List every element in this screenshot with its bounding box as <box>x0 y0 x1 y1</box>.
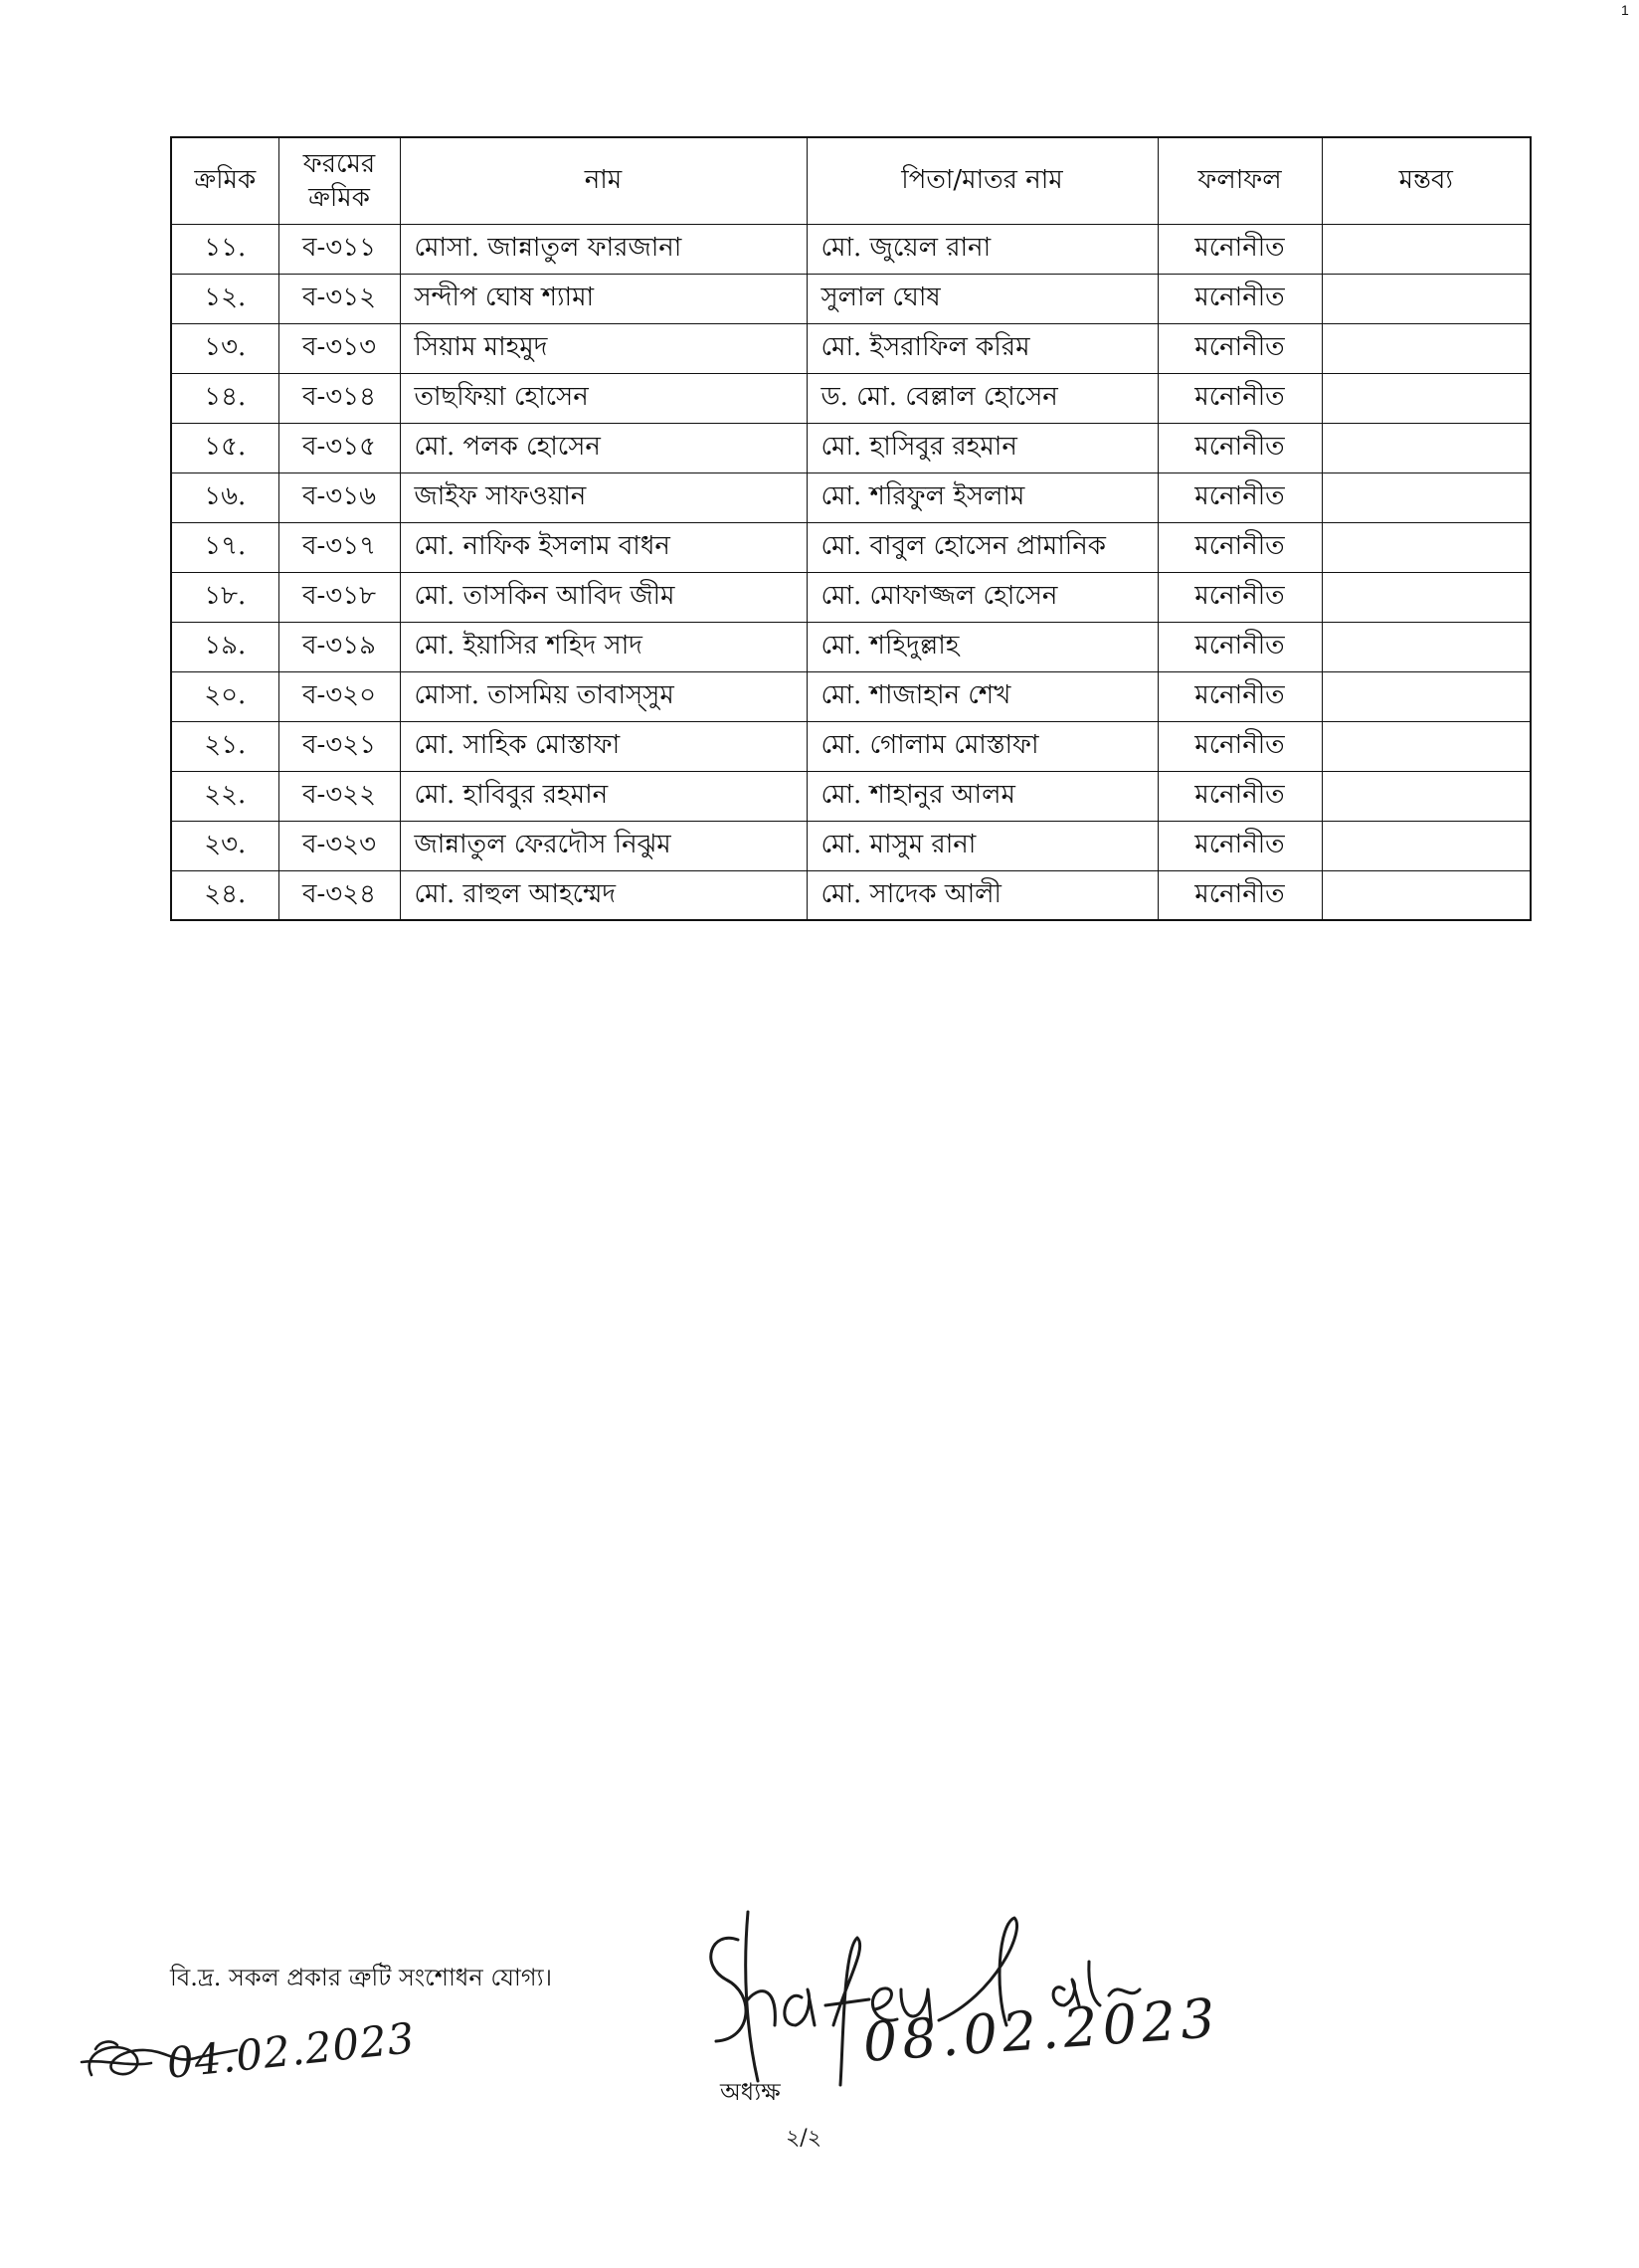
form-serial-cell: ব-৩২২ <box>278 771 400 821</box>
header-result: ফলাফল <box>1158 137 1322 224</box>
table-row <box>171 423 1531 472</box>
result-cell: মনোনীত <box>1158 771 1322 821</box>
serial-cell: ১১. <box>171 224 278 274</box>
result-cell: মনোনীত <box>1158 821 1322 870</box>
remarks-cell <box>1322 771 1531 821</box>
serial-cell: ২১. <box>171 721 278 771</box>
footnote: বি.দ্র. সকল প্রকার ত্রুটি সংশোধন যোগ্য। <box>170 1964 553 1991</box>
name-cell: সিয়াম মাহমুদ <box>400 323 807 373</box>
signatory-title: অধ্যক্ষ <box>720 2078 781 2106</box>
table-row <box>171 274 1531 323</box>
form-serial-cell: ব-৩১৬ <box>278 472 400 522</box>
result-cell: মনোনীত <box>1158 870 1322 920</box>
table-row <box>171 572 1531 622</box>
parent-name-cell: মো. শহিদুল্লাহ <box>807 622 1158 671</box>
remarks-cell <box>1322 821 1531 870</box>
form-serial-cell: ব-৩১৪ <box>278 373 400 423</box>
result-cell: মনোনীত <box>1158 622 1322 671</box>
header-form-serial-line1: ফরমের <box>302 148 376 179</box>
serial-cell: ২৩. <box>171 821 278 870</box>
result-cell: মনোনীত <box>1158 472 1322 522</box>
result-cell: মনোনীত <box>1158 721 1322 771</box>
parent-name-cell: মো. সাদেক আলী <box>807 870 1158 920</box>
form-serial-cell: ব-৩১৯ <box>278 622 400 671</box>
name-cell: তাছফিয়া হোসেন <box>400 373 807 423</box>
form-serial-cell: ব-৩২০ <box>278 671 400 721</box>
remarks-cell <box>1322 472 1531 522</box>
remarks-cell <box>1322 622 1531 671</box>
form-serial-cell: ব-৩১২ <box>278 274 400 323</box>
header-remarks: মন্তব্য <box>1322 137 1531 224</box>
remarks-cell <box>1322 423 1531 472</box>
result-cell: মনোনীত <box>1158 323 1322 373</box>
name-cell: মো. ইয়াসির শহিদ সাদ <box>400 622 807 671</box>
serial-cell: ২৪. <box>171 870 278 920</box>
result-cell: মনোনীত <box>1158 671 1322 721</box>
parent-name-cell: সুলাল ঘোষ <box>807 274 1158 323</box>
parent-name-cell: মো. মোফাজ্জল হোসেন <box>807 572 1158 622</box>
name-cell: মো. সাহিক মোস্তাফা <box>400 721 807 771</box>
table-row <box>171 522 1531 572</box>
table-row <box>171 323 1531 373</box>
remarks-cell <box>1322 572 1531 622</box>
parent-name-cell: মো. ইসরাফিল করিম <box>807 323 1158 373</box>
corner-mark: 1 <box>1621 2 1629 18</box>
name-cell: মোসা. তাসমিয় তাবাস্সুম <box>400 671 807 721</box>
result-cell: মনোনীত <box>1158 224 1322 274</box>
serial-cell: ১৪. <box>171 373 278 423</box>
header-serial: ক্রমিক <box>171 137 278 224</box>
remarks-cell <box>1322 721 1531 771</box>
result-cell: মনোনীত <box>1158 572 1322 622</box>
form-serial-cell: ব-৩১৫ <box>278 423 400 472</box>
parent-name-cell: মো. মাসুম রানা <box>807 821 1158 870</box>
table-row <box>171 224 1531 274</box>
name-cell: সন্দীপ ঘোষ শ্যামা <box>400 274 807 323</box>
header-form-serial <box>278 137 400 224</box>
header-parent-name: পিতা/মাতর নাম <box>807 137 1158 224</box>
serial-cell: ১৩. <box>171 323 278 373</box>
result-cell: মনোনীত <box>1158 423 1322 472</box>
parent-name-cell: মো. শাহানুর আলম <box>807 771 1158 821</box>
serial-cell: ১২. <box>171 274 278 323</box>
table-row <box>171 622 1531 671</box>
header-form-serial-line2: ক্রমিক <box>308 182 370 213</box>
result-cell: মনোনীত <box>1158 373 1322 423</box>
table-row <box>171 870 1531 920</box>
parent-name-cell: মো. বাবুল হোসেন প্রামানিক <box>807 522 1158 572</box>
serial-cell: ১৯. <box>171 622 278 671</box>
form-serial-cell: ব-৩২৩ <box>278 821 400 870</box>
form-serial-cell: ব-৩১৭ <box>278 522 400 572</box>
remarks-cell <box>1322 373 1531 423</box>
form-serial-cell: ব-৩২৪ <box>278 870 400 920</box>
header-name: নাম <box>400 137 807 224</box>
name-cell: মোসা. জান্নাতুল ফারজানা <box>400 224 807 274</box>
table-row <box>171 671 1531 721</box>
parent-name-cell: মো. গোলাম মোস্তাফা <box>807 721 1158 771</box>
table-row <box>171 721 1531 771</box>
name-cell: মো. হাবিবুর রহমান <box>400 771 807 821</box>
name-cell: জাইফ সাফওয়ান <box>400 472 807 522</box>
parent-name-cell: মো. শরিফুল ইসলাম <box>807 472 1158 522</box>
remarks-cell <box>1322 671 1531 721</box>
serial-cell: ১৭. <box>171 522 278 572</box>
name-cell: জান্নাতুল ফেরদৌস নিঝুম <box>400 821 807 870</box>
table-row <box>171 821 1531 870</box>
result-cell: মনোনীত <box>1158 522 1322 572</box>
form-serial-cell: ব-৩১৮ <box>278 572 400 622</box>
serial-cell: ১৫. <box>171 423 278 472</box>
right-signature-date: 08.02.2023 <box>860 1986 1222 2074</box>
parent-name-cell: মো. জুয়েল রানা <box>807 224 1158 274</box>
name-cell: মো. তাসকিন আবিদ জীম <box>400 572 807 622</box>
serial-cell: ২২. <box>171 771 278 821</box>
table-header-row <box>171 137 1531 224</box>
result-table <box>170 136 1532 921</box>
page-number: ২/২ <box>786 2126 822 2151</box>
serial-cell: ২০. <box>171 671 278 721</box>
result-cell: মনোনীত <box>1158 274 1322 323</box>
serial-cell: ১৬. <box>171 472 278 522</box>
form-serial-cell: ব-৩২১ <box>278 721 400 771</box>
remarks-cell <box>1322 274 1531 323</box>
name-cell: মো. পলক হোসেন <box>400 423 807 472</box>
table-row <box>171 771 1531 821</box>
parent-name-cell: ড. মো. বেল্লাল হোসেন <box>807 373 1158 423</box>
form-serial-cell: ব-৩১১ <box>278 224 400 274</box>
form-serial-cell: ব-৩১৩ <box>278 323 400 373</box>
left-signature-date: 04.02.2023 <box>164 2012 418 2088</box>
remarks-cell <box>1322 224 1531 274</box>
parent-name-cell: মো. হাসিবুর রহমান <box>807 423 1158 472</box>
remarks-cell <box>1322 323 1531 373</box>
remarks-cell <box>1322 522 1531 572</box>
parent-name-cell: মো. শাজাহান শেখ <box>807 671 1158 721</box>
table-row <box>171 373 1531 423</box>
name-cell: মো. রাহুল আহম্মেদ <box>400 870 807 920</box>
table-row <box>171 472 1531 522</box>
name-cell: মো. নাফিক ইসলাম বাধন <box>400 522 807 572</box>
remarks-cell <box>1322 870 1531 920</box>
serial-cell: ১৮. <box>171 572 278 622</box>
